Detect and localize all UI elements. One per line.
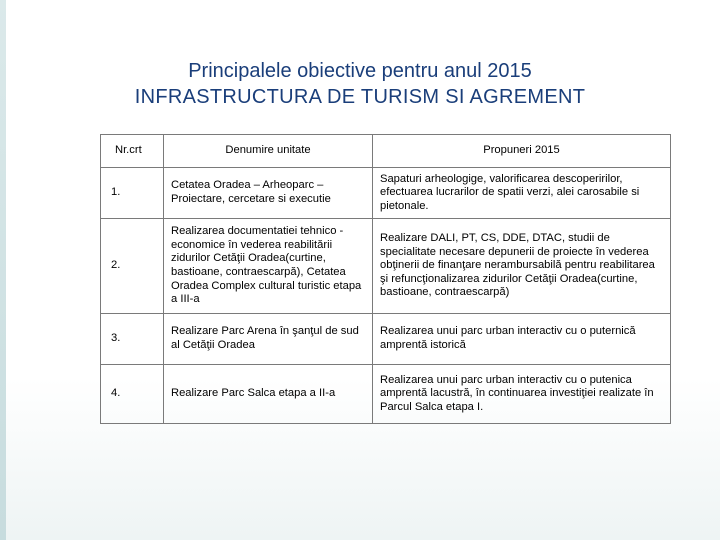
- cell-nr: 1.: [101, 168, 164, 219]
- header-propuneri-2015: Propuneri 2015: [373, 135, 671, 168]
- slide-title-line2: INFRASTRUCTURA DE TURISM SI AGREMENT: [134, 86, 586, 108]
- slide-title: [0, 58, 720, 110]
- objectives-table-container: [100, 134, 670, 440]
- header-nr-crt: Nr.crt: [101, 135, 164, 168]
- cell-unitate: Realizarea documentatiei tehnico -economice în vederea reabilitării zidurilor Cetăţii Oradea(curtine, bastioane, contraescarpă), Cetatea Oradea Complex cultural turistic etapa a III-a: [164, 219, 373, 314]
- cell-unitate: Cetatea Oradea – Arheoparc – Proiectare, cercetare si executie: [164, 168, 373, 219]
- cell-unitate: Realizare Parc Salca etapa a II-a: [164, 365, 373, 424]
- cell-propuneri: Realizarea unui parc urban interactiv cu o putenica amprentă lacustră, în continuarea investiţiei realizate în Parcul Salca etapa I.: [373, 365, 671, 424]
- table-header-row: [101, 135, 671, 168]
- cell-nr: 4.: [101, 365, 164, 424]
- cell-propuneri: Sapaturi arheologige, valorificarea descoperirilor, efectuarea lucrarilor de spatii verzi, alei carosabile si pietonale.: [373, 168, 671, 219]
- slide-title-line1: Principalele obiective pentru anul 2015: [188, 60, 532, 82]
- cell-propuneri: Realizare DALI, PT, CS, DDE, DTAC, studii de specialitate necesare depunerii de proiecte în vederea obţinerii de finanţare nerambursabilă pentru reabilitarea şi refuncţionalizarea zidurilor Cetăţii Oradea(curtine, bastioane, contraescarpă): [373, 219, 671, 314]
- table-row: [101, 219, 671, 314]
- table-row: [101, 168, 671, 219]
- objectives-table: [100, 134, 671, 424]
- header-denumire-unitate: Denumire unitate: [164, 135, 373, 168]
- cell-nr: 2.: [101, 219, 164, 314]
- cell-unitate: Realizare Parc Arena în şanţul de sud al Cetăţii Oradea: [164, 314, 373, 365]
- table-row: [101, 314, 671, 365]
- table-row: [101, 365, 671, 424]
- cell-propuneri: Realizarea unui parc urban interactiv cu o puternică amprentă istorică: [373, 314, 671, 365]
- cell-nr: 3.: [101, 314, 164, 365]
